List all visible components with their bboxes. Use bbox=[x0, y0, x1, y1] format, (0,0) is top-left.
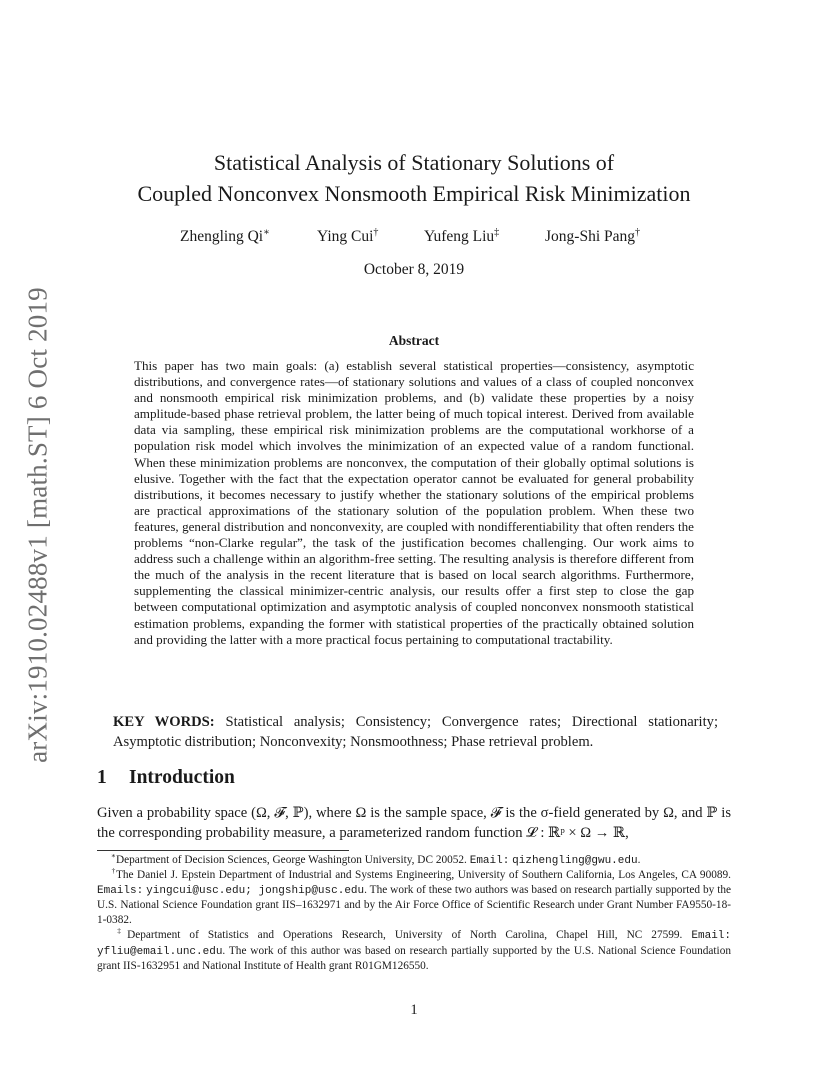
footnote-rule bbox=[97, 850, 349, 851]
publication-date: October 8, 2019 bbox=[363, 261, 465, 278]
arxiv-stamp: arXiv:1910.02488v1 [math.ST] 6 Oct 2019 bbox=[22, 287, 53, 763]
keywords bbox=[113, 713, 718, 752]
email: yingcui@usc.edu; jongship@usc.edu bbox=[146, 884, 365, 897]
footnote: ‡Department of Statistics and Operations Research, University of North Carolina, Chapel Hill, NC 27599. Email: yfliu@email.unc.edu. The work of this author was based on research partially supported by the U.S. National Science Foundation grant IIS-1632951 and National Institute of Health grant R01GM126550. bbox=[97, 926, 732, 973]
email: yfliu@email.unc.edu bbox=[97, 945, 223, 958]
keywords-label: KEY WORDS: bbox=[113, 714, 215, 730]
intro-paragraph: Given a probability space (Ω, 𝓕, ℙ), where Ω is the sample space, 𝓕 is the σ-field generated by Ω, and ℙ is the corresponding probability measure, a parameterized random function 𝓛 : ℝᵖ × Ω → ℝ, bbox=[97, 805, 731, 841]
author: Jong-Shi Pang† bbox=[545, 226, 641, 245]
footnote: †The Daniel J. Epstein Department of Industrial and Systems Engineering, University of Southern California, Los Angeles, CA 90089. Emails: yingcui@usc.edu; jongship@usc.edu. The work of these two authors was based on research partially supported by the U.S. National Science Foundation grant IIS–1632971 and by the Air Force Office of Scientific Research under Grant Number FA9550-18-1-0382. bbox=[97, 866, 731, 927]
abstract-text: This paper has two main goals: (a) establish several statistical properties—consistency, asymptotic distributions, and convergence rates—of stationary solutions and values of a class of coupled nonconvex and nonsmooth empirical risk minimization problems, and (b) validate these properties by a noisy amplitude-based phase retrieval problem, the latter being of much topical interest. Derived from available data via sampling, these empirical risk minimization problems are the computational workhorse of a population risk model which involves the minimization of an expected value of a random functional. When these minimization problems are nonconvex, the computation of their globally optimal solutions is elusive. Together with the fact that the expectation operator cannot be evaluated for general probability distributions, it becomes necessary to justify whether the stationary solutions of the empirical problems are practical approximations of the stationary solution of the population problem. When these two features, general distribution and nonconvexity, are coupled with nondifferentiability that often renders the problems “non-Clarke regular”, the task of the justification becomes challenging. Our work aims to address such a challenge within an algorithm-free setting. The resulting analysis is therefore different from the much of the analysis in the recent literature that is based on local search algorithms. Furthermore, supplementing the classical minimizer-centric analysis, our results offer a first step to close the gap between computational optimization and asymptotic analysis of coupled nonconvex nonsmooth statistical estimation problems, expanding the former with statistical properties of the practically obtained solution and providing the latter with a more practical focus pertaining to computational tractability. bbox=[134, 358, 694, 647]
author: Zhengling Qi∗ bbox=[180, 226, 270, 245]
section-title: Introduction bbox=[129, 767, 235, 788]
paper-title-line2: Coupled Nonconvex Nonsmooth Empirical Risk Minimization bbox=[137, 181, 691, 206]
email-label: Email: bbox=[691, 930, 732, 942]
abstract-heading: Abstract bbox=[388, 333, 440, 348]
section-number: 1 bbox=[97, 767, 107, 788]
page-number: 1 bbox=[410, 1002, 418, 1018]
email: qizhengling@gwu.edu bbox=[512, 855, 638, 867]
footnote: ∗Department of Decision Sciences, George Washington University, DC 20052. Email: qizhengling@gwu.edu. bbox=[111, 851, 641, 867]
keywords-text: Statistical analysis; Consistency; Convergence rates; Directional stationarity; Asymptotic distribution; Nonconvexity; Nonsmoothness; Phase retrieval problem. bbox=[113, 714, 719, 750]
author: Yufeng Liu‡ bbox=[424, 226, 500, 245]
paper-title-line1: Statistical Analysis of Stationary Solutions of bbox=[213, 150, 615, 175]
email-label: Email: bbox=[469, 855, 510, 867]
author: Ying Cui† bbox=[317, 226, 379, 245]
section-heading bbox=[97, 767, 235, 789]
email-label: Emails: bbox=[97, 884, 144, 897]
